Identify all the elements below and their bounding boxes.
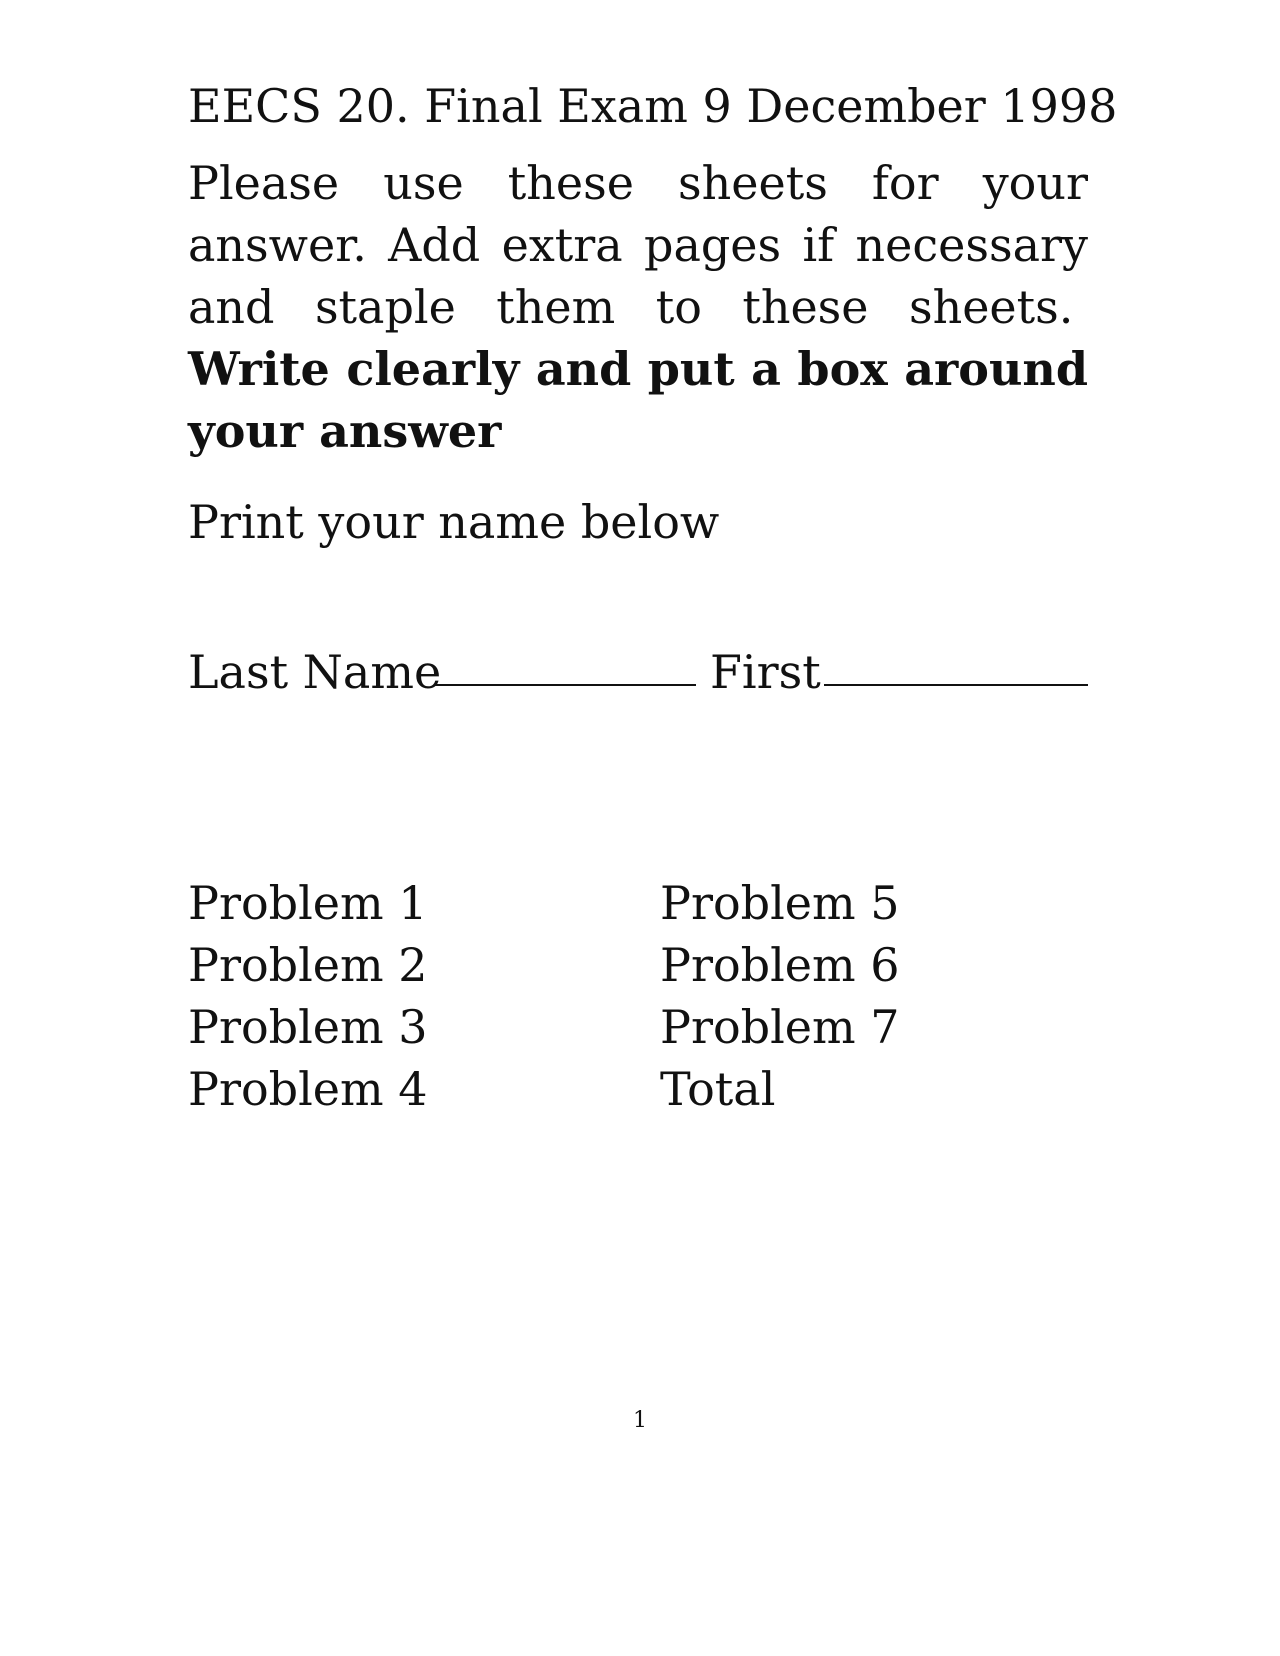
- problem-list-left: [188, 872, 428, 1120]
- page-number: 1: [633, 1408, 647, 1433]
- first-name-blank[interactable]: [824, 684, 1088, 686]
- instructions-paragraph: [188, 152, 1088, 462]
- last-name-blank[interactable]: [434, 684, 696, 686]
- list-item: Total: [660, 1062, 776, 1116]
- list-item: Problem 4: [188, 1062, 428, 1116]
- list-item: Problem 2: [188, 938, 428, 992]
- list-item: Problem 7: [660, 1000, 900, 1054]
- instructions-emphasis: Write clearly and put a box around your answer: [188, 342, 1088, 458]
- page-title: EECS 20. Final Exam 9 December 1998: [188, 79, 1118, 133]
- list-item: Problem 3: [188, 1000, 428, 1054]
- instructions-text: Please use these sheets for your answer. Add extra pages if necessary and staple them to these sheets.: [188, 156, 1088, 334]
- first-name-label: First: [710, 645, 821, 699]
- last-name-label: Last Name: [188, 645, 442, 699]
- list-item: Problem 5: [660, 876, 900, 930]
- name-prompt: Print your name below: [188, 495, 720, 549]
- list-item: Problem 6: [660, 938, 900, 992]
- problem-list-right: [660, 872, 900, 1120]
- list-item: Problem 1: [188, 876, 428, 930]
